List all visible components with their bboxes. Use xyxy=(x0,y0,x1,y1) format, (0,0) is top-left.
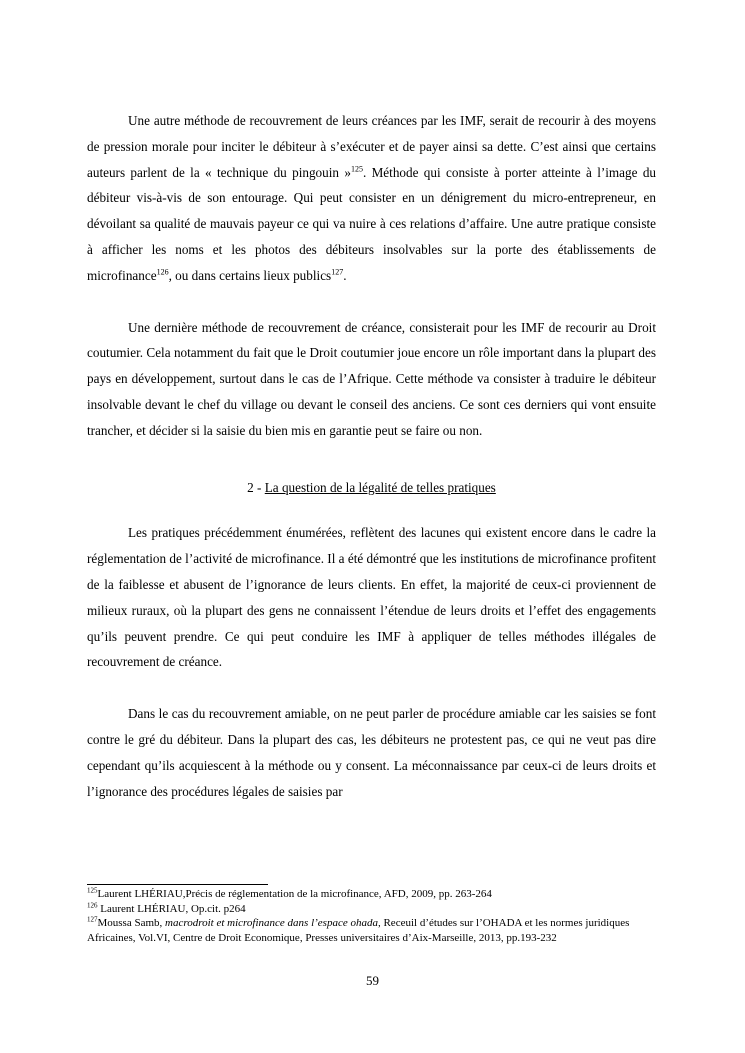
footnote-127 xyxy=(87,916,656,945)
footnote-text: Receuil d’études sur l’OHADA et les normes juridiques Africaines, Vol.VI, Centre de Droit Economique, Presses universitaires d’Aix-Marseille, 2013, pp.193-232 xyxy=(87,917,630,944)
section-title: La question de la légalité de telles pratiques xyxy=(264,479,496,495)
footnote-number: 126 xyxy=(87,900,98,909)
paragraph-pratiques: Les pratiques précédemment énumérées, reflètent des lacunes qui existent encore dans le cadre la réglementation de l’activité de microfinance. Il a été démontré que les institutions de microfinance profitent de la faiblesse et abusent de l’ignorance de leurs clients. En effet, la majorité de ceux-ci proviennent de milieux ruraux, où la plupart des gens ne connaissent l’étendue de leurs droits et l’effet des engagements qu’ils peuvent prendre. Ce qui peut conduire les IMF à appliquer de telles méthodes illégales de recouvrement de créance. xyxy=(87,525,656,670)
footnote-126 xyxy=(87,902,656,917)
paragraph-text: , ou dans certains lieux publics xyxy=(168,267,332,283)
footnote-number: 127 xyxy=(87,915,98,924)
section-heading xyxy=(87,475,656,501)
page-body xyxy=(87,108,656,804)
paragraph-pingouin xyxy=(87,108,656,289)
footnotes xyxy=(87,887,656,945)
section-number: 2 - xyxy=(247,479,265,495)
paragraph-recouvrement-amiable: Dans le cas du recouvrement amiable, on ne peut parler de procédure amiable car les saisies se font contre le gré du débiteur. Dans la plupart des cas, les débiteurs ne protestent pas, ce qui ne veut pas dire cependant qu’ils acquiescent à la méthode ou y consent. La méconnaissance par ceux-ci de leurs droits et l’ignorance des procédures légales de saisies par xyxy=(87,706,656,799)
footnote-text: Laurent LHÉRIAU, Op.cit. p264 xyxy=(97,902,246,915)
paragraph-text: . xyxy=(343,267,347,283)
footnote-ref-125[interactable]: 125 xyxy=(350,164,363,174)
footnote-author: Moussa Samb, xyxy=(97,917,166,929)
paragraph-droit-coutumier: Une dernière méthode de recouvrement de créance, consisterait pour les IMF de recourir au Droit coutumier. Cela notamment du fait que le Droit coutumier joue encore un rôle important dans la plupart des pays en développement, surtout dans le cas de l’Afrique. Cette méthode va consister à traduire le débiteur insolvable devant le chef du village ou devant le conseil des anciens. Ce sont ces derniers qui vont ensuite trancher, et décider si la saisie du bien mis en garantie peut se faire ou non. xyxy=(87,319,656,438)
footnote-book-title: macrodroit et microfinance dans l’espace ohada, xyxy=(165,917,381,929)
footnote-text: Laurent LHÉRIAU,Précis de réglementation de la microfinance, AFD, 2009, pp. 263-264 xyxy=(97,888,492,900)
footnote-number: 125 xyxy=(87,886,98,895)
footnote-separator xyxy=(87,884,268,885)
paragraph-text: Une autre méthode de recouvrement de leurs créances par les IMF, serait de recourir à des moyens de pression morale pour inciter le débiteur à s’exécuter et de payer ainsi sa dette. C’est ainsi que certains auteurs parlent de la « technique du pingouin » xyxy=(87,113,656,180)
paragraph-text: . Méthode qui consiste à porter atteinte à l’image du débiteur vis-à-vis de son entourage. Qui peut consister en un dénigrement du micro-entrepreneur, en dévoilant sa qualité de mauvais payeur ce qui va nuire à ces relations d’affaire. Une autre pratique consiste à afficher les noms et les photos des débiteurs insolvables sur la porte des établissements de microfinance xyxy=(87,164,657,283)
footnote-ref-127[interactable]: 127 xyxy=(331,267,344,277)
footnote-ref-126[interactable]: 126 xyxy=(156,267,169,277)
footnote-125 xyxy=(87,887,656,902)
page-number: 59 xyxy=(366,973,379,988)
